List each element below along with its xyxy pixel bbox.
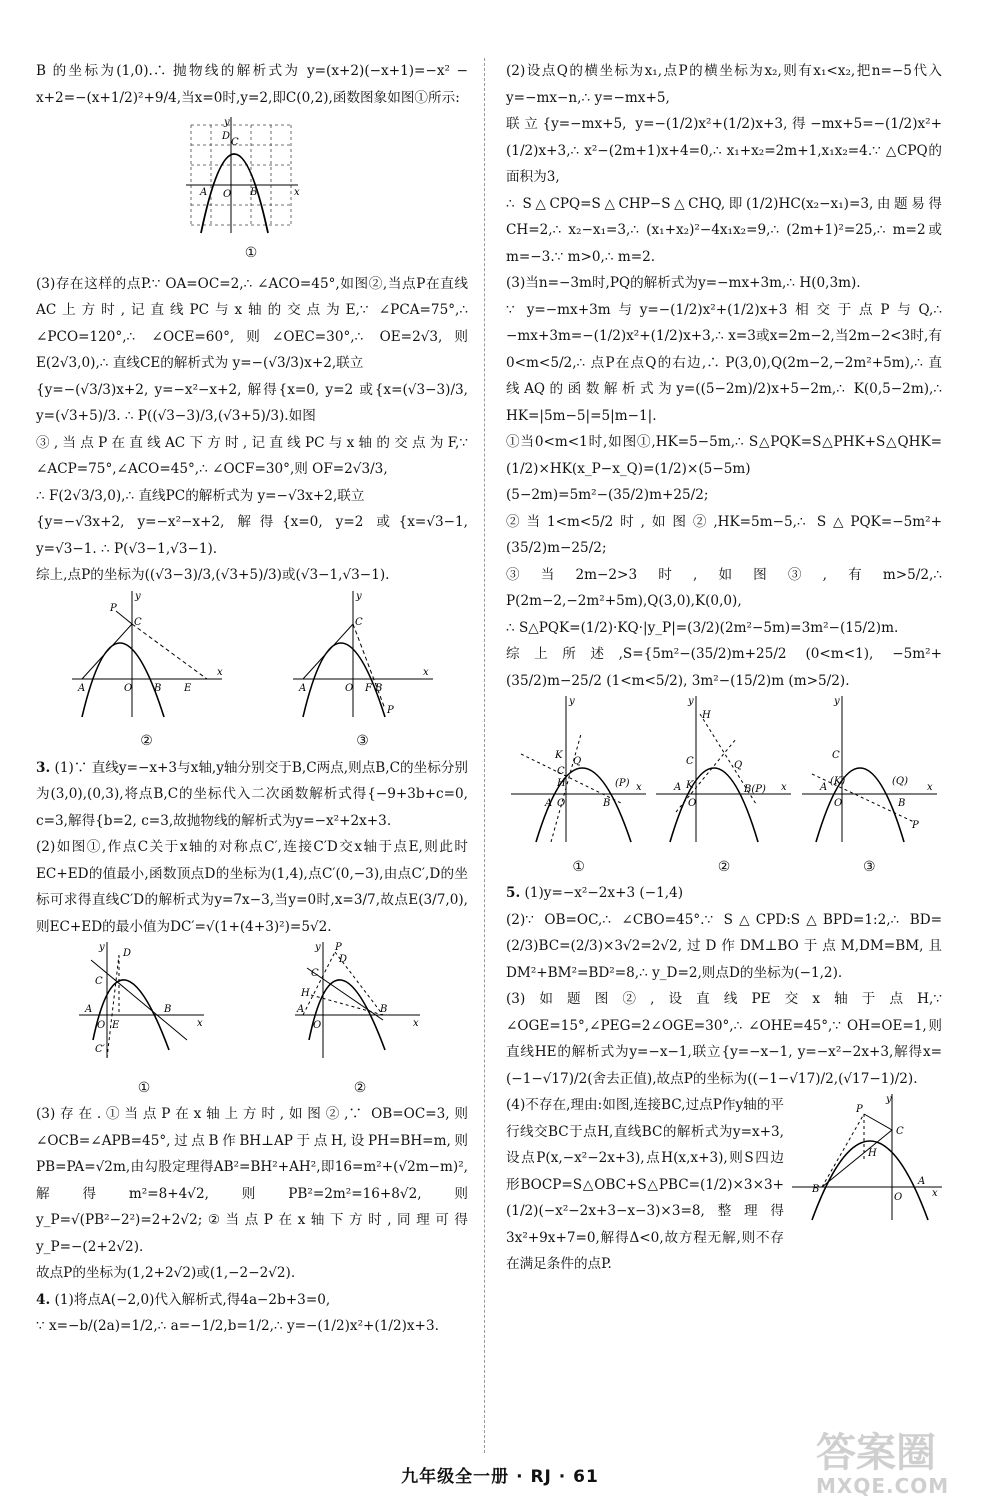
svg-text:y: y <box>569 696 575 707</box>
left-p3: {y=−(√3/3)x+2, y=−x²−x+2, 解得{x=0, y=2 或{x=(√3−3)/3, y=(√3+5)/3. ∴ P((√3−3)/3,(√3+5)/3).如图 <box>36 381 468 424</box>
svg-text:E: E <box>112 1020 120 1031</box>
svg-text:E: E <box>183 682 191 694</box>
figure-r1-graph <box>511 694 646 844</box>
svg-text:O: O <box>894 1192 903 1203</box>
right-p6: ①当0<m<1时,如图①,HK=5−5m,∴ S△PQK=S△PHK+S△QHK=(1/2)×HK(x_P−x_Q)=(1/2)×(5−5m)(5−2m)=5m²−(35/2)m+25/2; <box>506 434 942 503</box>
right-p4: (3)当n=−3m时,PQ的解析式为y=−mx+3m,∴ H(0,3m). <box>506 275 861 291</box>
svg-text:A: A <box>85 1004 93 1015</box>
svg-text:x: x <box>781 782 788 793</box>
figures-right-123 <box>506 694 942 880</box>
svg-text:P: P <box>386 704 394 716</box>
svg-text:P: P <box>335 942 342 953</box>
svg-text:Q: Q <box>734 760 743 771</box>
q4-number: 4. <box>36 1291 51 1308</box>
svg-text:A: A <box>545 798 553 809</box>
svg-text:P: P <box>109 602 117 614</box>
q5-p4: (4)不存在,理由:如图,连接BC,过点P作y轴的平行线交BC于点H,直线BC的解析式为y=x+3,设点P(x,−x²−2x+3),点H(x,x+3),则S四边形BOCP=S△OBC+S△PBC=(1/2)×3×3+(1/2)(−x²−2x+3−x−3)×3=8,整理得3x²+9x+7=0,解得Δ<0,故方程无解,则不存在满足条件的点P. <box>506 1097 784 1272</box>
svg-text:Q: Q <box>573 756 582 767</box>
svg-text:y: y <box>355 590 362 602</box>
figure-1 <box>186 115 468 267</box>
figure-r2-caption: ② <box>717 858 731 875</box>
figure-q3-1 <box>79 940 209 1101</box>
svg-text:(P): (P) <box>615 778 630 789</box>
svg-text:B(P): B(P) <box>744 784 767 795</box>
figure-3-caption: ③ <box>356 733 369 749</box>
left-p1: B 的坐标为(1,0).∴ 抛物线的解析式为 y=(x+2)(−x+1)=−x² − x+2=−(x+1/2)²+9/4,当x=0时,y=2,即C(0,2),函数图象如图①所示: <box>36 63 468 106</box>
svg-text:A: A <box>918 1176 926 1187</box>
svg-text:C: C <box>686 756 695 767</box>
svg-text:y: y <box>833 696 840 707</box>
figure-q3-1-caption: ① <box>137 1079 151 1096</box>
svg-text:O: O <box>97 1020 106 1031</box>
svg-text:D: D <box>123 948 132 959</box>
watermark-text: 答案圈 <box>816 1430 936 1476</box>
svg-text:C′: C′ <box>95 1044 105 1055</box>
figure-q5-graph <box>792 1092 942 1222</box>
figure-r3-caption: ③ <box>863 858 876 875</box>
q4-p2: ∵ x=−b/(2a)=1/2,∴ a=−1/2,b=1/2,∴ y=−(1/2)x²+(1/2)x+3. <box>36 1318 439 1334</box>
q5-number: 5. <box>506 885 521 901</box>
svg-text:O: O <box>833 798 843 809</box>
svg-text:D: D <box>222 131 231 142</box>
figures-q3 <box>36 940 468 1101</box>
svg-text:A: A <box>819 782 828 793</box>
page-footer: 九年级全一册 · RJ · 61 <box>401 1467 599 1487</box>
figure-2-graph <box>72 589 222 719</box>
svg-text:K: K <box>555 750 563 761</box>
svg-text:C: C <box>311 968 319 979</box>
figure-r1-caption: ① <box>572 858 585 875</box>
svg-text:x: x <box>413 1018 419 1029</box>
figure-r2-graph <box>656 694 791 844</box>
svg-text:B: B <box>380 1004 388 1015</box>
q3-p2: (2)如图①,作点C关于x轴的对称点C′,连接C′D交x轴于点E,则此时EC+ED的值最小,函数顶点D的坐标为(1,4),点C′(0,−3),由点C′,D的坐标可求得直线C′D的解析式为y=7x−3,当y=0时,x=3/7,故点E(3/7,0),则EC+ED的最小值为DC′=√(1+(4+3)²)=5√2. <box>36 839 468 935</box>
svg-text:B: B <box>153 682 161 694</box>
figure-2-caption: ② <box>140 733 153 749</box>
svg-text:H: H <box>557 778 566 789</box>
q3-p4: 故点P的坐标为(1,2+2√2)或(1,−2−2√2). <box>36 1265 296 1281</box>
figure-q3-2-caption: ② <box>353 1079 367 1096</box>
svg-text:x: x <box>422 666 429 678</box>
svg-text:A: A <box>297 1004 305 1015</box>
q3-p3: (3)存在.①当点P在x轴上方时,如图②,∵ OB=OC=3,则∠OCB=∠APB=45°,过点B作BH⊥AP于点H,设PH=BH=m,则PB=PA=√2m,由勾股定理得AB²=BH²+AH²,即16=m²+(√2m−m)²,解得m²=8+4√2,则PB²=2m²=16+8√2,则y_P=√(PB²−2²)=2+2√2;②当点P在x轴下方时,同理可得y_P=−(2+2√2). <box>36 1106 468 1255</box>
svg-text:A: A <box>674 782 682 793</box>
figure-q3-1-graph <box>79 940 209 1065</box>
figure-q5 <box>792 1092 942 1232</box>
svg-text:O: O <box>557 798 566 809</box>
figure-3 <box>293 589 433 755</box>
watermark-url: MXQE.COM <box>816 1474 950 1498</box>
right-p5: ∵ y=−mx+3m与y=−(1/2)x²+(1/2)x+3相交于点P与Q,∴ −mx+3m=−(1/2)x²+(1/2)x+3,∴ x=3或x=2m−2,当2m−2<3时,有0<m<5/2,∴ 点P在点Q的右边,∴ P(3,0),Q(2m−2,−2m²+5m),∴ 直线AQ的函数解析式为y=((5−2m)/2)x+5−2m,∴ K(0,5−2m),∴ HK=|5m−5|=5|m−1|. <box>506 301 942 424</box>
svg-text:y: y <box>134 590 141 602</box>
svg-text:x: x <box>216 666 223 678</box>
figure-q3-2-graph <box>295 940 425 1065</box>
svg-text:B: B <box>897 798 906 809</box>
svg-text:O: O <box>313 1020 322 1031</box>
svg-text:x: x <box>294 187 300 198</box>
svg-text:D: D <box>339 954 348 965</box>
svg-text:C: C <box>896 1126 904 1137</box>
q4-p1-text: (1)将点A(−2,0)代入解析式,得4a−2b+3=0, <box>54 1291 331 1308</box>
svg-text:H: H <box>301 988 310 999</box>
figure-2 <box>72 589 222 755</box>
svg-text:F: F <box>364 682 372 694</box>
left-p4: ③,当点P在直线AC下方时,记直线PC与x轴的交点为F,∵ ∠ACP=75°,∠ACO=45°,∴ ∠OCF=30°,则 OF=2√3/3, <box>36 434 468 477</box>
q5-p1 <box>506 880 942 907</box>
svg-text:y: y <box>99 942 105 953</box>
q3-p1-text: (1)∵ 直线y=−x+3与x轴,y轴分别交于B,C两点,则点B,C的坐标分别为(3,0),(0,3),将点B,C的坐标代入二次函数解析式得{−9+3b+c=0, c=3,解得{b=2, c=3,故抛物线的解析式为y=−x²+2x+3. <box>36 759 468 829</box>
right-p8: ③当2m−2>3时,如图③,有m>5/2,∴ P(2m−2,−2m²+5m),Q(3,0),K(0,0), <box>506 566 942 609</box>
left-column <box>36 58 468 1340</box>
svg-text:A: A <box>77 682 85 694</box>
svg-text:H: H <box>868 1148 877 1159</box>
svg-text:B: B <box>250 187 258 198</box>
svg-text:B: B <box>812 1184 820 1195</box>
svg-text:B: B <box>164 1004 172 1015</box>
svg-text:K: K <box>686 780 694 791</box>
left-p5: ∴ F(2√3/3,0),∴ 直线PC的解析式为 y=−√3x+2,联立 <box>36 487 365 504</box>
svg-text:C: C <box>133 616 142 628</box>
svg-text:x: x <box>926 782 933 793</box>
svg-text:y: y <box>224 117 230 128</box>
svg-text:x: x <box>636 782 642 793</box>
svg-text:C: C <box>354 616 363 628</box>
right-p3: ∴ S△CPQ=S△CHP−S△CHQ,即(1/2)HC(x₂−x₁)=3,由题易得CH=2,∴ x₂−x₁=3,∴ (x₁+x₂)²−4x₁x₂=9,∴ (2m+1)²=25,∴ m=2或m=−3.∵ m>0,∴ m=2. <box>506 195 942 265</box>
svg-text:y: y <box>886 1094 892 1105</box>
right-p7: ②当1<m<5/2时,如图②,HK=5m−5,∴ S△PQK=−5m²+(35/2)m−25/2; <box>506 513 942 556</box>
right-p10: 综上所述,S={5m²−(35/2)m+25/2 (0<m<1), −5m²+(35/2)m−25/2 (1<m<5/2), 3m²−(15/2)m (m>5/2). <box>506 646 942 689</box>
svg-text:O: O <box>223 189 232 200</box>
q4-p1 <box>36 1287 468 1314</box>
svg-text:H: H <box>702 710 712 721</box>
svg-text:B: B <box>374 682 382 694</box>
figure-q3-2 <box>295 940 425 1101</box>
figure-r3-graph <box>802 694 937 844</box>
svg-text:O: O <box>688 798 697 809</box>
svg-text:(Q): (Q) <box>891 776 908 787</box>
right-column <box>506 58 942 1278</box>
right-p1: (2)设点Q的横坐标为x₁,点P的横坐标为x₂,则有x₁<x₂,把n=−5代入y=−mx−n,∴ y=−mx+5, <box>506 63 942 106</box>
svg-text:x: x <box>197 1018 203 1029</box>
figure-1-caption: ① <box>244 245 258 261</box>
svg-text:C: C <box>95 976 103 987</box>
q5-p3: (3)如题图②,设直线PE交x轴于点H,∵ ∠OGE=15°,∠PEG=2∠OGE=30°,∴ ∠OHE=45°,∵ OH=OE=1,则直线HE的解析式为y=−x−1,联立{y=−x−1, y=−x²−2x+3,解得x=(−1−√17)/2(舍去正值),故点P的坐标为((−1−√17)/2,(√17−1)/2). <box>506 991 942 1087</box>
q5-p2: (2)∵ OB=OC,∴ ∠CBO=45°.∵ S△CPD:S△BPD=1:2,∴ BD=(2/3)BC=(2/3)×3√2=2√2,过D作DM⊥BO于点M,DM=BM,且DM²+BM²=BD²=8,∴ y_D=2,则点D的坐标为(−1,2). <box>506 911 942 981</box>
svg-text:O: O <box>344 682 353 694</box>
svg-text:x: x <box>932 1188 938 1199</box>
svg-text:B: B <box>603 798 611 809</box>
figure-r2 <box>656 694 791 880</box>
figures-2-3 <box>36 589 468 755</box>
svg-text:A: A <box>200 187 208 198</box>
svg-text:C: C <box>557 766 565 777</box>
svg-text:C: C <box>231 137 239 148</box>
svg-text:A: A <box>298 682 306 694</box>
svg-text:P: P <box>856 1104 863 1115</box>
svg-text:(K): (K) <box>829 776 846 787</box>
right-p9: ∴ S△PQK=(1/2)·KQ·|y_P|=(3/2)(2m²−5m)=3m²−(15/2)m. <box>506 619 899 636</box>
left-p6: {y=−√3x+2, y=−x²−x+2, 解得{x=0, y=2 或{x=√3−1, y=√3−1. ∴ P(√3−1,√3−1). <box>36 514 468 557</box>
column-divider <box>484 58 485 1453</box>
watermark-logo <box>816 1432 986 1502</box>
q3-number: 3. <box>36 759 51 776</box>
parabola-grid-graph <box>186 115 316 240</box>
q3-p1 <box>36 755 468 835</box>
q5-p4-block <box>506 1092 942 1278</box>
svg-text:y: y <box>315 942 321 953</box>
svg-text:y: y <box>688 696 695 707</box>
left-p2: (3)存在这样的点P.∵ OA=OC=2,∴ ∠ACO=45°,如图②,当点P在直线AC上方时,记直线PC与x轴的交点为E,∵ ∠PCA=75°,∴ ∠PCO=120°,∴ ∠OCE=60°,则∠OEC=30°,∴ OE=2√3,则E(2√3,0),∴ 直线CE的解析式为 y=−(√3/3)x+2,联立 <box>36 275 468 371</box>
svg-text:O: O <box>123 682 132 694</box>
figure-3-graph <box>293 589 433 719</box>
svg-text:C: C <box>831 750 840 761</box>
left-p7: 综上,点P的坐标为((√3−3)/3,(√3+5)/3)或(√3−1,√3−1). <box>36 567 390 583</box>
figure-r3 <box>802 694 937 880</box>
svg-text:P: P <box>911 820 919 831</box>
q5-p1-text: (1)y=−x²−2x+3 (−1,4) <box>524 885 684 901</box>
right-p2: 联立{y=−mx+5, y=−(1/2)x²+(1/2)x+3,得−mx+5=−(1/2)x²+(1/2)x+3,∴ x²−(2m+1)x+4=0,∴ x₁+x₂=2m+1,x₁x₂=4.∵ △CPQ的面积为3, <box>506 116 942 185</box>
figure-r1 <box>511 694 646 880</box>
